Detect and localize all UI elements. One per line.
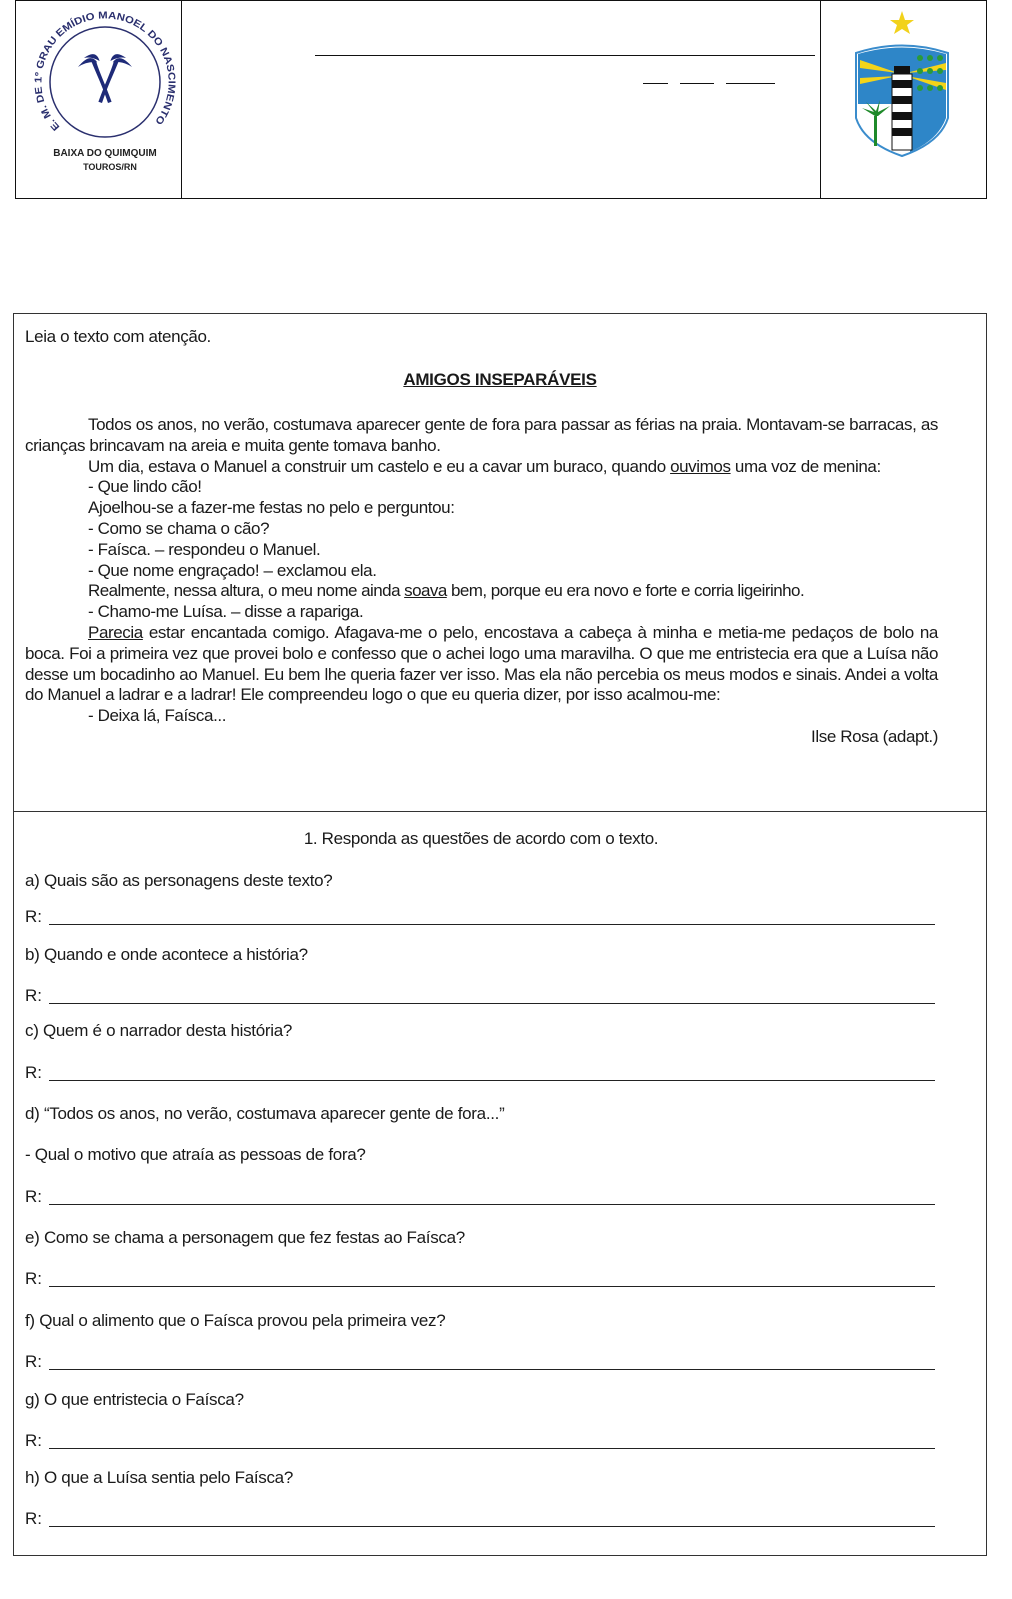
header-divider xyxy=(820,1,821,198)
answer-d[interactable] xyxy=(25,1187,935,1207)
question-b: b) Quando e onde acontece a história? xyxy=(25,945,308,964)
answer-line[interactable] xyxy=(49,1080,935,1081)
answer-line[interactable] xyxy=(49,1204,935,1205)
school-logo xyxy=(30,10,180,175)
dialogue-line: - Deixa lá, Faísca... xyxy=(88,706,227,726)
answer-label: R: xyxy=(25,1509,42,1528)
date-month-line xyxy=(680,83,714,84)
answer-line[interactable] xyxy=(49,1448,935,1449)
answer-h[interactable] xyxy=(25,1509,935,1529)
dialogue-line: - Chamo-me Luísa. – disse a rapariga. xyxy=(88,602,364,622)
question-a: a) Quais são as personagens deste texto? xyxy=(25,871,333,890)
dialogue-line: - Como se chama o cão? xyxy=(88,518,270,538)
text-segment: Realmente, nessa altura, o meu nome ainda xyxy=(88,581,405,601)
questions-heading: 1. Responda as questões de acordo com o texto. xyxy=(303,829,659,848)
dialogue-line: - Que lindo cão! xyxy=(88,477,202,497)
text-segment: Um dia, estava o Manuel a construir um castelo e eu a cavar um buraco, quando xyxy=(88,456,671,476)
underlined-word: ouvimos xyxy=(670,456,731,476)
answer-line[interactable] xyxy=(49,1286,935,1287)
question-h: h) O que a Luísa sentia pelo Faísca? xyxy=(25,1468,293,1487)
answer-e[interactable] xyxy=(25,1269,935,1289)
answer-label: R: xyxy=(25,1431,42,1450)
dialogue-line xyxy=(25,581,938,602)
section-divider xyxy=(13,811,987,812)
dialogue-line: - Faísca. – respondeu o Manuel. xyxy=(88,539,321,559)
answer-line[interactable] xyxy=(49,1003,935,1004)
answer-label: R: xyxy=(25,1269,42,1288)
lighthouse-icon xyxy=(892,66,912,150)
school-logo-ring xyxy=(33,10,176,132)
school-logo-ring-text: E. M. DE 1º GRAU EMÍDIO MANOEL DO NASCIMENTO xyxy=(33,10,177,133)
text-segment: bem, porque eu era novo e forte e corria ligeirinho. xyxy=(446,581,805,601)
answer-label: R: xyxy=(25,1187,42,1206)
dialogue-line: Ajoelhou-se a fazer-me festas no pelo e perguntou: xyxy=(88,498,455,518)
answer-a[interactable] xyxy=(25,907,935,927)
story-title: AMIGOS INSEPARÁVEIS xyxy=(403,370,597,389)
question-e: e) Como se chama a personagem que fez festas ao Faísca? xyxy=(25,1228,465,1247)
story-author: Ilse Rosa (adapt.) xyxy=(811,726,938,746)
answer-c[interactable] xyxy=(25,1063,935,1083)
question-d-sub: - Qual o motivo que atraía as pessoas de fora? xyxy=(25,1145,366,1164)
star-icon xyxy=(890,11,914,34)
school-logo-line2: TOUROS/RN xyxy=(83,162,137,172)
school-logo-line1: BAIXA DO QUIMQUIM xyxy=(53,148,157,159)
underlined-word: Parecia xyxy=(88,622,143,642)
name-line xyxy=(315,55,815,56)
answer-f[interactable] xyxy=(25,1352,935,1372)
question-c: c) Quem é o narrador desta história? xyxy=(25,1021,293,1040)
logo-ring xyxy=(50,27,160,137)
answer-label: R: xyxy=(25,986,42,1005)
question-d: d) “Todos os anos, no verão, costumava aparecer gente de fora...” xyxy=(25,1104,505,1123)
dialogue-line: - Que nome engraçado! – exclamou ela. xyxy=(88,560,377,580)
underlined-word: soava xyxy=(404,581,447,601)
story-paragraph xyxy=(25,623,938,706)
answer-label: R: xyxy=(25,1063,42,1082)
answer-g[interactable] xyxy=(25,1431,935,1451)
question-f: f) Qual o alimento que o Faísca provou pela primeira vez? xyxy=(25,1311,446,1330)
coat-of-arms-icon xyxy=(850,8,954,158)
answer-line[interactable] xyxy=(49,1369,935,1370)
answer-b[interactable] xyxy=(25,986,935,1006)
story-paragraph xyxy=(25,457,938,478)
answer-line[interactable] xyxy=(49,1526,935,1527)
palm-trees-icon xyxy=(78,54,132,103)
text-segment: uma voz de menina: xyxy=(730,456,881,476)
answer-label: R: xyxy=(25,1352,42,1371)
answer-line[interactable] xyxy=(49,924,935,925)
header-divider xyxy=(181,1,182,198)
story-text xyxy=(25,415,938,748)
date-day-line xyxy=(643,83,668,84)
text-segment: estar encantada comigo. Afagava-me o pelo, encostava a cabeça à minha e metia-me pedaços de bolo na boca. Foi a primeira vez que provei bolo e confesso que o achei logo uma maravilha. O que me entristecia era que a Luísa não desse um bocadinho ao Manuel. Eu bem lhe queria fazer ver isso. Mas ela não percebia os meus modos e sinais. Andei a volta do Manuel a ladrar e a ladrar! Ele compreendeu logo o que eu queria dizer, por isso acalmou-me: xyxy=(25,622,938,705)
reading-instruction: Leia o texto com atenção. xyxy=(25,327,211,346)
question-g: g) O que entristecia o Faísca? xyxy=(25,1390,244,1409)
answer-label: R: xyxy=(25,907,42,926)
story-paragraph: Todos os anos, no verão, costumava aparecer gente de fora para passar as férias na praia. Montavam-se barracas, as crianças brincavam na areia e muita gente tomava banho. xyxy=(25,415,938,455)
date-year-line xyxy=(726,83,775,84)
